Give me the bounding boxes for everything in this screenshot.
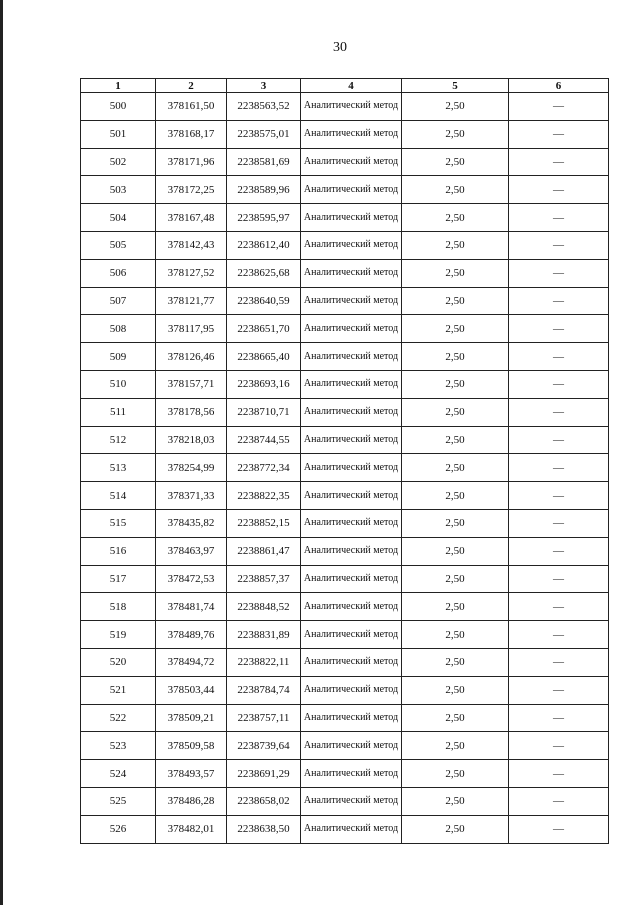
cell-note: — — [509, 704, 609, 732]
cell-coord-y: 2238665,40 — [227, 343, 301, 371]
header-col-1: 1 — [81, 79, 156, 93]
table-row — [81, 398, 609, 426]
table-row — [81, 621, 609, 649]
cell-accuracy: 2,50 — [402, 176, 509, 204]
header-col-2: 2 — [156, 79, 227, 93]
cell-method: Аналитический метод — [301, 509, 402, 537]
cell-accuracy: 2,50 — [402, 509, 509, 537]
cell-coord-y: 2238581,69 — [227, 148, 301, 176]
cell-method: Аналитический метод — [301, 676, 402, 704]
cell-point-number: 517 — [81, 565, 156, 593]
cell-point-number: 502 — [81, 148, 156, 176]
cell-accuracy: 2,50 — [402, 593, 509, 621]
cell-point-number: 506 — [81, 259, 156, 287]
cell-coord-y: 2238822,11 — [227, 648, 301, 676]
cell-note: — — [509, 621, 609, 649]
table-row — [81, 426, 609, 454]
cell-point-number: 526 — [81, 815, 156, 843]
cell-coord-x: 378157,71 — [156, 370, 227, 398]
cell-coord-x: 378121,77 — [156, 287, 227, 315]
cell-point-number: 513 — [81, 454, 156, 482]
table-row — [81, 565, 609, 593]
cell-coord-y: 2238744,55 — [227, 426, 301, 454]
table-row — [81, 537, 609, 565]
cell-note: — — [509, 760, 609, 788]
cell-method: Аналитический метод — [301, 259, 402, 287]
cell-point-number: 519 — [81, 621, 156, 649]
table-row — [81, 815, 609, 843]
cell-accuracy: 2,50 — [402, 343, 509, 371]
cell-accuracy: 2,50 — [402, 454, 509, 482]
cell-note: — — [509, 398, 609, 426]
cell-accuracy: 2,50 — [402, 565, 509, 593]
cell-coord-y: 2238595,97 — [227, 204, 301, 232]
cell-method: Аналитический метод — [301, 120, 402, 148]
cell-coord-x: 378509,58 — [156, 732, 227, 760]
cell-coord-x: 378172,25 — [156, 176, 227, 204]
cell-method: Аналитический метод — [301, 593, 402, 621]
cell-point-number: 525 — [81, 787, 156, 815]
table-row — [81, 315, 609, 343]
cell-method: Аналитический метод — [301, 648, 402, 676]
cell-point-number: 518 — [81, 593, 156, 621]
table-row — [81, 176, 609, 204]
cell-method: Аналитический метод — [301, 176, 402, 204]
table-row — [81, 482, 609, 510]
cell-point-number: 508 — [81, 315, 156, 343]
cell-note: — — [509, 787, 609, 815]
cell-coord-x: 378218,03 — [156, 426, 227, 454]
cell-point-number: 514 — [81, 482, 156, 510]
cell-method: Аналитический метод — [301, 148, 402, 176]
cell-method: Аналитический метод — [301, 426, 402, 454]
cell-point-number: 516 — [81, 537, 156, 565]
cell-note: — — [509, 120, 609, 148]
coordinates-table — [80, 78, 609, 844]
cell-note: — — [509, 370, 609, 398]
cell-accuracy: 2,50 — [402, 732, 509, 760]
cell-coord-y: 2238772,34 — [227, 454, 301, 482]
cell-method: Аналитический метод — [301, 315, 402, 343]
cell-note: — — [509, 231, 609, 259]
cell-note: — — [509, 426, 609, 454]
cell-coord-x: 378482,01 — [156, 815, 227, 843]
cell-method: Аналитический метод — [301, 565, 402, 593]
cell-method: Аналитический метод — [301, 787, 402, 815]
cell-method: Аналитический метод — [301, 732, 402, 760]
cell-accuracy: 2,50 — [402, 287, 509, 315]
cell-coord-x: 378126,46 — [156, 343, 227, 371]
cell-coord-y: 2238857,37 — [227, 565, 301, 593]
cell-coord-x: 378178,56 — [156, 398, 227, 426]
table-row — [81, 93, 609, 121]
cell-coord-x: 378171,96 — [156, 148, 227, 176]
cell-method: Аналитический метод — [301, 454, 402, 482]
cell-coord-y: 2238822,35 — [227, 482, 301, 510]
cell-point-number: 501 — [81, 120, 156, 148]
cell-point-number: 504 — [81, 204, 156, 232]
table-body — [81, 93, 609, 844]
cell-coord-y: 2238575,01 — [227, 120, 301, 148]
cell-coord-x: 378486,28 — [156, 787, 227, 815]
cell-coord-y: 2238784,74 — [227, 676, 301, 704]
cell-accuracy: 2,50 — [402, 259, 509, 287]
cell-coord-x: 378494,72 — [156, 648, 227, 676]
cell-point-number: 521 — [81, 676, 156, 704]
cell-accuracy: 2,50 — [402, 231, 509, 259]
cell-accuracy: 2,50 — [402, 537, 509, 565]
cell-method: Аналитический метод — [301, 537, 402, 565]
cell-accuracy: 2,50 — [402, 760, 509, 788]
cell-note: — — [509, 315, 609, 343]
page-number: 30 — [333, 40, 347, 55]
cell-note: — — [509, 454, 609, 482]
cell-coord-x: 378489,76 — [156, 621, 227, 649]
cell-coord-y: 2238612,40 — [227, 231, 301, 259]
cell-coord-x: 378127,52 — [156, 259, 227, 287]
cell-coord-y: 2238693,16 — [227, 370, 301, 398]
cell-method: Аналитический метод — [301, 398, 402, 426]
table-row — [81, 370, 609, 398]
table-row — [81, 204, 609, 232]
table-row — [81, 787, 609, 815]
table-row — [81, 287, 609, 315]
cell-coord-y: 2238640,59 — [227, 287, 301, 315]
cell-note: — — [509, 565, 609, 593]
cell-coord-y: 2238638,50 — [227, 815, 301, 843]
table-row — [81, 648, 609, 676]
cell-point-number: 510 — [81, 370, 156, 398]
cell-point-number: 509 — [81, 343, 156, 371]
cell-note: — — [509, 343, 609, 371]
cell-accuracy: 2,50 — [402, 426, 509, 454]
header-col-3: 3 — [227, 79, 301, 93]
table-row — [81, 231, 609, 259]
cell-coord-x: 378167,48 — [156, 204, 227, 232]
cell-accuracy: 2,50 — [402, 648, 509, 676]
cell-note: — — [509, 676, 609, 704]
cell-coord-y: 2238589,96 — [227, 176, 301, 204]
cell-coord-y: 2238625,68 — [227, 259, 301, 287]
cell-coord-y: 2238831,89 — [227, 621, 301, 649]
cell-note: — — [509, 648, 609, 676]
header-col-6: 6 — [509, 79, 609, 93]
cell-coord-x: 378117,95 — [156, 315, 227, 343]
cell-point-number: 523 — [81, 732, 156, 760]
cell-accuracy: 2,50 — [402, 204, 509, 232]
cell-accuracy: 2,50 — [402, 370, 509, 398]
table-row — [81, 676, 609, 704]
cell-point-number: 512 — [81, 426, 156, 454]
cell-coord-x: 378509,21 — [156, 704, 227, 732]
cell-coord-x: 378472,53 — [156, 565, 227, 593]
cell-method: Аналитический метод — [301, 704, 402, 732]
table-row — [81, 259, 609, 287]
cell-accuracy: 2,50 — [402, 815, 509, 843]
cell-method: Аналитический метод — [301, 231, 402, 259]
cell-coord-y: 2238852,15 — [227, 509, 301, 537]
cell-accuracy: 2,50 — [402, 93, 509, 121]
cell-coord-x: 378161,50 — [156, 93, 227, 121]
cell-point-number: 522 — [81, 704, 156, 732]
cell-coord-y: 2238848,52 — [227, 593, 301, 621]
cell-note: — — [509, 815, 609, 843]
cell-note: — — [509, 509, 609, 537]
table-row — [81, 148, 609, 176]
cell-accuracy: 2,50 — [402, 787, 509, 815]
cell-note: — — [509, 176, 609, 204]
cell-method: Аналитический метод — [301, 93, 402, 121]
cell-accuracy: 2,50 — [402, 704, 509, 732]
cell-note: — — [509, 259, 609, 287]
cell-coord-x: 378481,74 — [156, 593, 227, 621]
cell-coord-y: 2238739,64 — [227, 732, 301, 760]
cell-coord-y: 2238691,29 — [227, 760, 301, 788]
cell-coord-y: 2238563,52 — [227, 93, 301, 121]
cell-coord-x: 378493,57 — [156, 760, 227, 788]
cell-note: — — [509, 204, 609, 232]
table-row — [81, 760, 609, 788]
cell-point-number: 503 — [81, 176, 156, 204]
table-row — [81, 732, 609, 760]
cell-note: — — [509, 537, 609, 565]
cell-coord-x: 378463,97 — [156, 537, 227, 565]
cell-note: — — [509, 93, 609, 121]
table-header-row — [81, 79, 609, 93]
cell-note: — — [509, 732, 609, 760]
cell-accuracy: 2,50 — [402, 398, 509, 426]
cell-coord-x: 378503,44 — [156, 676, 227, 704]
table-row — [81, 454, 609, 482]
cell-accuracy: 2,50 — [402, 120, 509, 148]
cell-coord-x: 378254,99 — [156, 454, 227, 482]
cell-point-number: 511 — [81, 398, 156, 426]
cell-coord-y: 2238861,47 — [227, 537, 301, 565]
cell-note: — — [509, 148, 609, 176]
cell-coord-x: 378142,43 — [156, 231, 227, 259]
table-row — [81, 509, 609, 537]
cell-accuracy: 2,50 — [402, 148, 509, 176]
cell-method: Аналитический метод — [301, 760, 402, 788]
cell-point-number: 507 — [81, 287, 156, 315]
cell-coord-y: 2238658,02 — [227, 787, 301, 815]
cell-point-number: 505 — [81, 231, 156, 259]
cell-method: Аналитический метод — [301, 482, 402, 510]
cell-accuracy: 2,50 — [402, 482, 509, 510]
table-row — [81, 704, 609, 732]
cell-method: Аналитический метод — [301, 815, 402, 843]
cell-accuracy: 2,50 — [402, 676, 509, 704]
page-edge — [0, 0, 3, 905]
cell-coord-x: 378435,82 — [156, 509, 227, 537]
cell-method: Аналитический метод — [301, 370, 402, 398]
cell-method: Аналитический метод — [301, 343, 402, 371]
header-col-5: 5 — [402, 79, 509, 93]
cell-point-number: 520 — [81, 648, 156, 676]
cell-note: — — [509, 482, 609, 510]
table-row — [81, 593, 609, 621]
cell-accuracy: 2,50 — [402, 315, 509, 343]
cell-coord-x: 378168,17 — [156, 120, 227, 148]
cell-method: Аналитический метод — [301, 287, 402, 315]
cell-coord-y: 2238710,71 — [227, 398, 301, 426]
cell-coord-y: 2238757,11 — [227, 704, 301, 732]
cell-point-number: 524 — [81, 760, 156, 788]
header-col-4: 4 — [301, 79, 402, 93]
cell-method: Аналитический метод — [301, 621, 402, 649]
cell-coord-y: 2238651,70 — [227, 315, 301, 343]
cell-coord-x: 378371,33 — [156, 482, 227, 510]
table-row — [81, 343, 609, 371]
cell-note: — — [509, 593, 609, 621]
cell-point-number: 500 — [81, 93, 156, 121]
cell-accuracy: 2,50 — [402, 621, 509, 649]
cell-method: Аналитический метод — [301, 204, 402, 232]
cell-note: — — [509, 287, 609, 315]
cell-point-number: 515 — [81, 509, 156, 537]
table-row — [81, 120, 609, 148]
